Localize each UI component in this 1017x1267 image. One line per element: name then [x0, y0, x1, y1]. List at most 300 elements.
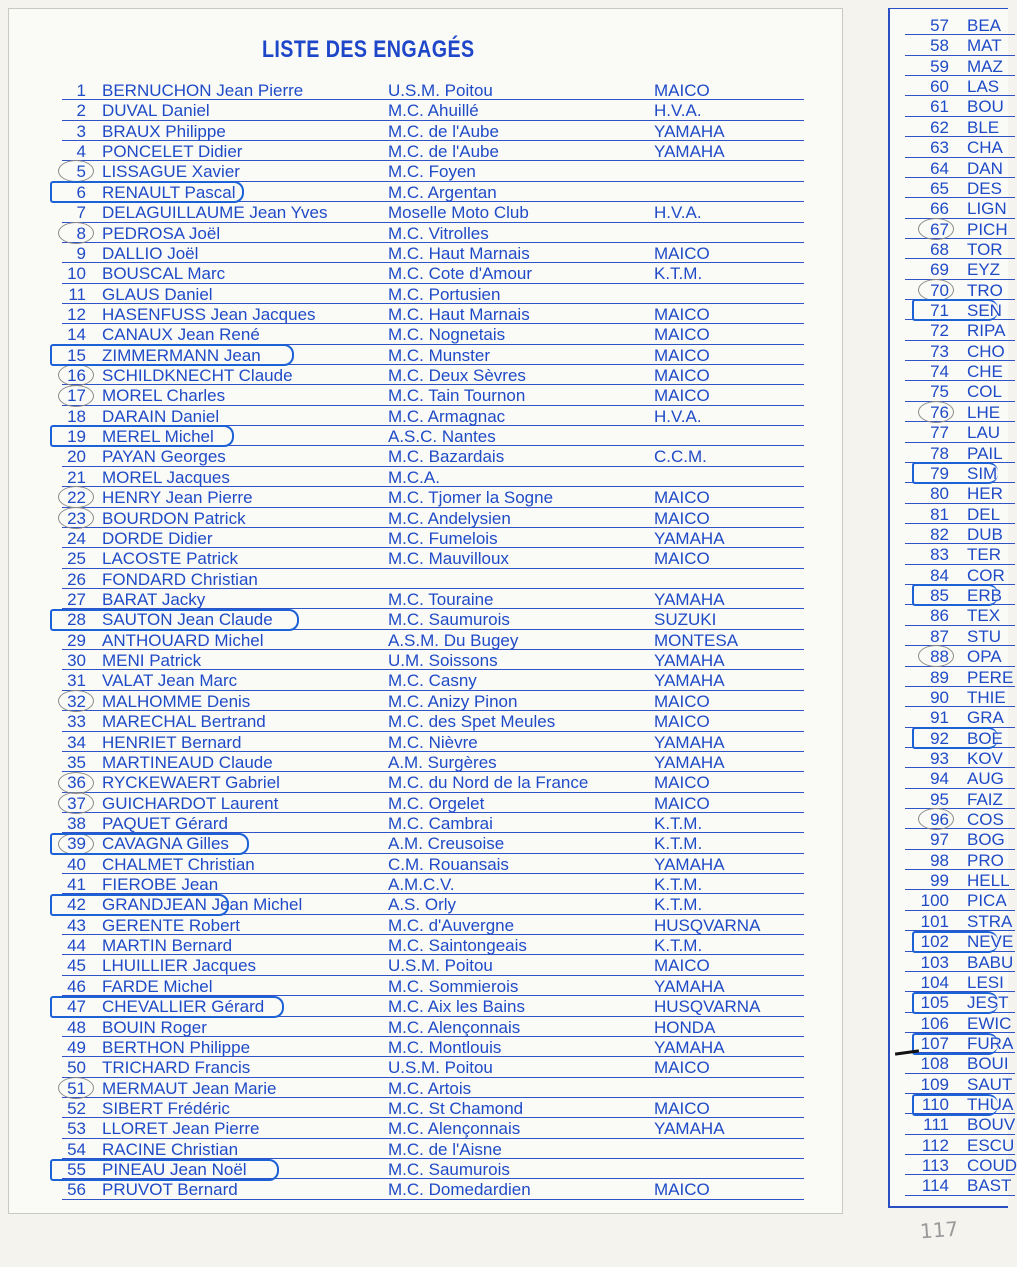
- motorcycle-brand: YAMAHA: [654, 142, 725, 162]
- table-row: [62, 548, 804, 568]
- motorcycle-brand: MONTESA: [654, 630, 739, 650]
- motorcycle-brand: MAICO: [654, 1098, 710, 1118]
- entry-number: 25: [67, 549, 86, 569]
- pencil-circle-mark: [918, 279, 954, 301]
- club-name: M.C. Vitrolles: [388, 223, 489, 243]
- marker-highlight-mark: [912, 462, 998, 484]
- entry-number: 34: [67, 732, 86, 752]
- entry-number: 58: [930, 36, 949, 56]
- entry-number: 65: [930, 178, 949, 198]
- entry-number: 73: [930, 341, 949, 361]
- motorcycle-brand: YAMAHA: [654, 1119, 725, 1139]
- entry-number: 90: [930, 687, 949, 707]
- club-name: M.C. Haut Marnais: [388, 304, 530, 324]
- club-name: U.S.M. Poitou: [388, 956, 493, 976]
- rider-name: CHE: [967, 362, 1003, 382]
- motorcycle-brand: YAMAHA: [654, 854, 725, 874]
- rider-name: CHALMET Christian: [102, 854, 255, 874]
- table-row: [62, 467, 804, 487]
- motorcycle-brand: SUZUKI: [654, 610, 717, 630]
- club-name: M.C. du Nord de la France: [388, 773, 589, 793]
- club-name: M.C. Cambrai: [388, 813, 493, 833]
- club-name: A.S.C. Nantes: [388, 427, 496, 447]
- marker-highlight-mark: [912, 299, 998, 321]
- entry-number: 32: [67, 691, 86, 711]
- rider-name: PRUVOT Bernard: [102, 1180, 238, 1200]
- entry-number: 108: [920, 1054, 949, 1074]
- entry-number: 114: [921, 1176, 949, 1196]
- table-row: [905, 707, 1015, 727]
- motorcycle-brand: YAMAHA: [654, 976, 725, 996]
- entry-number: 15: [67, 345, 86, 365]
- entry-number: 68: [930, 239, 949, 259]
- rider-name: BOU: [967, 97, 1004, 117]
- table-row: [62, 304, 804, 324]
- entry-number: 43: [67, 915, 86, 935]
- entry-number: 94: [930, 769, 949, 789]
- table-row: [905, 137, 1015, 157]
- rider-name: LHUILLIER Jacques: [102, 956, 257, 976]
- entry-number: 62: [930, 117, 949, 137]
- rider-name: MOREL Jacques: [102, 467, 230, 487]
- rider-name: BOG: [967, 830, 1005, 850]
- rider-name: DELAGUILLAUME Jean Yves: [102, 203, 328, 223]
- table-row: [62, 508, 804, 528]
- entry-number: 83: [930, 545, 949, 565]
- entry-number: 17: [67, 386, 86, 406]
- entry-number: 82: [930, 524, 949, 544]
- table-row: [905, 829, 1015, 849]
- table-row: [62, 161, 804, 181]
- table-row: [62, 1139, 804, 1159]
- table-row: [62, 670, 804, 690]
- entry-number: 57: [930, 16, 949, 35]
- entry-number: 23: [67, 508, 86, 528]
- rider-name: MARECHAL Bertrand: [102, 712, 266, 732]
- entry-number: 36: [67, 773, 86, 793]
- club-name: M.C. Tjomer la Sogne: [388, 488, 554, 508]
- table-row: [62, 691, 804, 711]
- entry-number: 33: [67, 712, 86, 732]
- motorcycle-brand: K.T.M.: [654, 834, 703, 854]
- club-name: M.C. Saumurois: [388, 610, 510, 630]
- entry-number: 67: [930, 219, 949, 239]
- entry-number: 98: [930, 850, 949, 870]
- rider-name: BABU: [967, 952, 1014, 972]
- table-row: [905, 1053, 1015, 1073]
- motorcycle-brand: MAICO: [654, 508, 710, 528]
- club-name: Moselle Moto Club: [388, 203, 529, 223]
- marker-highlight-mark: [50, 344, 294, 366]
- motorcycle-brand: MAICO: [654, 345, 710, 365]
- rider-name: ERB: [967, 586, 1002, 606]
- table-row: [62, 752, 804, 772]
- table-row: [905, 667, 1015, 687]
- entry-number: 21: [67, 467, 86, 487]
- rider-name: BOUV: [967, 1115, 1016, 1135]
- club-name: M.C. Cote d'Amour: [388, 264, 533, 284]
- club-name: A.M.C.V.: [388, 875, 455, 895]
- table-row: [905, 626, 1015, 646]
- entry-number: 76: [930, 402, 949, 422]
- entry-number: 1: [76, 81, 86, 100]
- rider-name: ZIMMERMANN Jean: [102, 345, 261, 365]
- rider-name: LESI: [967, 972, 1004, 992]
- table-row: [905, 178, 1015, 198]
- motorcycle-brand: MAICO: [654, 549, 710, 569]
- entry-number: 99: [930, 871, 949, 891]
- rider-name: CAVAGNA Gilles: [102, 834, 229, 854]
- rider-name: LISSAGUE Xavier: [102, 162, 240, 182]
- motorcycle-brand: YAMAHA: [654, 528, 725, 548]
- rider-name: PERE: [967, 667, 1014, 687]
- entry-number: 18: [67, 406, 86, 426]
- rider-name: COL: [967, 382, 1002, 402]
- entry-number: 27: [67, 589, 86, 609]
- entry-number: 84: [930, 565, 949, 585]
- rider-name: MAZ: [967, 56, 1003, 76]
- entry-number: 56: [67, 1180, 86, 1200]
- rider-name: HASENFUSS Jean Jacques: [102, 304, 316, 324]
- marker-highlight-mark: [50, 894, 229, 916]
- entry-number: 106: [920, 1013, 949, 1033]
- motorcycle-brand: K.T.M.: [654, 813, 703, 833]
- rider-name: BOURDON Patrick: [102, 508, 246, 528]
- rider-name: LIGN: [967, 199, 1007, 219]
- club-name: M.C. Haut Marnais: [388, 243, 530, 263]
- entry-number: 8: [76, 223, 86, 243]
- entry-number: 55: [67, 1160, 86, 1180]
- club-name: M.C. de l'Aisne: [388, 1139, 502, 1159]
- table-row: [905, 35, 1015, 55]
- rider-name: GERENTE Robert: [102, 915, 240, 935]
- rider-name: NEVE: [967, 932, 1014, 952]
- table-row: [62, 406, 804, 426]
- entry-number: 110: [921, 1095, 949, 1115]
- rider-name: PAYAN Georges: [102, 447, 226, 467]
- motorcycle-brand: MAICO: [654, 243, 710, 263]
- table-row: [905, 952, 1015, 972]
- entry-number: 26: [67, 569, 86, 589]
- rider-name: BOUSCAL Marc: [102, 264, 226, 284]
- entry-number: 69: [930, 260, 949, 280]
- club-name: M.C. Munster: [388, 345, 491, 365]
- rider-name: FURA: [967, 1033, 1014, 1053]
- rider-name: BRAUX Philippe: [102, 121, 226, 141]
- club-name: M.C. Nognetais: [388, 325, 506, 345]
- club-name: M.C. de l'Aube: [388, 121, 499, 141]
- club-name: M.C. Portusien: [388, 284, 501, 304]
- rider-name: THUA: [967, 1095, 1014, 1115]
- rider-name: KOV: [967, 748, 1003, 768]
- entry-number: 78: [930, 443, 949, 463]
- motorcycle-brand: MAICO: [654, 366, 710, 386]
- entry-number: 70: [930, 280, 949, 300]
- table-row: [62, 732, 804, 752]
- table-row: [905, 911, 1015, 931]
- entry-number: 41: [67, 875, 86, 895]
- table-row: [62, 80, 804, 100]
- table-row: [62, 589, 804, 609]
- rider-name: STU: [967, 626, 1001, 646]
- motorcycle-brand: YAMAHA: [654, 752, 725, 772]
- rider-name: FONDARD Christian: [102, 569, 258, 589]
- table-row: [62, 141, 804, 161]
- entry-number: 88: [930, 647, 949, 667]
- entry-number: 2: [76, 101, 86, 121]
- rider-name: BERTHON Philippe: [102, 1037, 251, 1057]
- club-name: M.C. Saintongeais: [388, 936, 527, 956]
- rider-name: RYCKEWAERT Gabriel: [102, 773, 280, 793]
- rider-name: MAT: [967, 36, 1002, 56]
- entry-number: 87: [930, 626, 949, 646]
- motorcycle-brand: HONDA: [654, 1017, 716, 1037]
- table-row: [62, 915, 804, 935]
- club-name: M.C. Artois: [388, 1078, 472, 1098]
- entry-number: 35: [67, 752, 86, 772]
- marker-highlight-mark: [50, 609, 299, 631]
- entry-number: 85: [930, 586, 949, 606]
- rider-name: AUG: [967, 769, 1004, 789]
- table-row: [62, 1179, 804, 1199]
- table-row: [905, 605, 1015, 625]
- pencil-circle-mark: [58, 222, 94, 244]
- table-row: [905, 259, 1015, 279]
- rider-name: MOREL Charles: [102, 386, 226, 406]
- rider-name: MARTIN Bernard: [102, 936, 233, 956]
- table-row: [905, 15, 1015, 35]
- marker-highlight-mark: [50, 181, 244, 203]
- club-name: M.C. Bazardais: [388, 447, 505, 467]
- entry-number: 101: [920, 911, 949, 931]
- rider-name: JEST: [967, 993, 1009, 1013]
- rider-name: BARAT Jacky: [102, 589, 206, 609]
- table-row: [62, 813, 804, 833]
- club-name: U.S.M. Poitou: [388, 81, 493, 100]
- table-row: [62, 569, 804, 589]
- rider-name: RACINE Christian: [102, 1139, 239, 1159]
- motorcycle-brand: MAICO: [654, 488, 710, 508]
- table-row: [905, 198, 1015, 218]
- rider-name: EWIC: [967, 1013, 1012, 1033]
- entry-number: 51: [67, 1078, 86, 1098]
- marker-highlight-mark: [912, 1094, 998, 1116]
- marker-highlight-mark: [912, 931, 998, 953]
- motorcycle-brand: YAMAHA: [654, 1037, 725, 1057]
- entries-table-left: [62, 80, 804, 1200]
- rider-name: PONCELET Didier: [102, 142, 243, 162]
- rider-name: PINEAU Jean Noël: [102, 1160, 247, 1180]
- club-name: M.C. Tain Tournon: [388, 386, 526, 406]
- rider-name: LAS: [967, 77, 1000, 97]
- entry-number: 40: [67, 854, 86, 874]
- table-row: [62, 976, 804, 996]
- table-row: [905, 320, 1015, 340]
- table-row: [62, 955, 804, 975]
- marker-highlight-mark: [912, 584, 998, 606]
- entry-number: 86: [930, 606, 949, 626]
- motorcycle-brand: YAMAHA: [654, 732, 725, 752]
- club-name: M.C. Aix les Bains: [388, 997, 525, 1017]
- rider-name: MALHOMME Denis: [102, 691, 251, 711]
- rider-name: PAQUET Gérard: [102, 813, 228, 833]
- rider-name: BOE: [967, 728, 1003, 748]
- club-name: M.C. Nièvre: [388, 732, 478, 752]
- rider-name: CANAUX Jean René: [102, 325, 260, 345]
- rider-name: ESCU: [967, 1135, 1015, 1155]
- entry-number: 80: [930, 484, 949, 504]
- entry-number: 14: [67, 325, 86, 345]
- rider-name: ANTHOUARD Michel: [102, 630, 264, 650]
- rider-name: LHE: [967, 402, 1001, 422]
- rider-name: GRA: [967, 708, 1004, 728]
- rider-name: LACOSTE Patrick: [102, 549, 239, 569]
- entry-number: 107: [920, 1033, 949, 1053]
- rider-name: GUICHARDOT Laurent: [102, 793, 279, 813]
- rider-name: PEDROSA Joël: [102, 223, 221, 243]
- motorcycle-brand: HUSQVARNA: [654, 997, 761, 1017]
- pencil-circle-mark: [58, 772, 94, 794]
- entry-number: 3: [76, 121, 86, 141]
- entry-number: 52: [67, 1098, 86, 1118]
- club-name: M.C. Orgelet: [388, 793, 485, 813]
- entry-number: 10: [67, 264, 86, 284]
- entry-number: 92: [930, 728, 949, 748]
- motorcycle-brand: MAICO: [654, 956, 710, 976]
- club-name: M.C. St Chamond: [388, 1098, 524, 1118]
- rider-name: SIM: [967, 463, 998, 483]
- entry-number: 60: [930, 77, 949, 97]
- table-row: [62, 711, 804, 731]
- rider-name: GLAUS Daniel: [102, 284, 213, 304]
- rider-name: BOUI: [967, 1054, 1009, 1074]
- table-row: [905, 1013, 1015, 1033]
- entry-number: 30: [67, 651, 86, 671]
- entry-number: 96: [930, 810, 949, 830]
- rider-name: RENAULT Pascal: [102, 182, 236, 202]
- rider-name: SIBERT Frédéric: [102, 1098, 230, 1118]
- club-name: A.S. Orly: [388, 895, 457, 915]
- club-name: M.C. Foyen: [388, 162, 476, 182]
- entry-number: 16: [67, 366, 86, 386]
- club-name: M.C. Montlouis: [388, 1037, 502, 1057]
- table-row: [62, 223, 804, 243]
- pencil-circle-mark: [58, 690, 94, 712]
- motorcycle-brand: K.T.M.: [654, 936, 703, 956]
- marker-highlight-mark: [50, 996, 284, 1018]
- motorcycle-brand: MAICO: [654, 1058, 710, 1078]
- rider-name: SAUTON Jean Claude: [102, 610, 273, 630]
- table-row: [905, 524, 1015, 544]
- marker-highlight-mark: [912, 1033, 998, 1055]
- table-row: [905, 361, 1015, 381]
- rider-name: EYZ: [967, 260, 1001, 280]
- rider-name: HER: [967, 484, 1003, 504]
- entry-number: 105: [920, 993, 949, 1013]
- rider-name: MEREL Michel: [102, 427, 214, 447]
- pencil-circle-mark: [58, 385, 94, 407]
- club-name: A.M. Surgères: [388, 752, 497, 772]
- entry-number: 77: [930, 423, 949, 443]
- entry-number: 46: [67, 976, 86, 996]
- entry-number: 24: [67, 528, 86, 548]
- entry-number: 38: [67, 813, 86, 833]
- motorcycle-brand: MAICO: [654, 1180, 710, 1200]
- table-row: [905, 56, 1015, 76]
- table-row: [905, 544, 1015, 564]
- motorcycle-brand: K.T.M.: [654, 264, 703, 284]
- table-row: [905, 565, 1015, 585]
- entry-number: 20: [67, 447, 86, 467]
- table-row: [62, 100, 804, 120]
- table-row: [62, 1098, 804, 1118]
- rider-name: DES: [967, 178, 1002, 198]
- motorcycle-brand: K.T.M.: [654, 875, 703, 895]
- rider-name: LAU: [967, 423, 1001, 443]
- table-row: [62, 772, 804, 792]
- table-row: [905, 504, 1015, 524]
- pencil-circle-mark: [58, 507, 94, 529]
- table-row: [62, 1037, 804, 1057]
- marker-highlight-mark: [50, 833, 249, 855]
- table-row: [905, 117, 1015, 137]
- rider-name: VALAT Jean Marc: [102, 671, 238, 691]
- motorcycle-brand: YAMAHA: [654, 589, 725, 609]
- entry-number: 9: [76, 243, 86, 263]
- entry-number: 103: [920, 952, 949, 972]
- entry-number: 100: [920, 891, 949, 911]
- rider-name: HELL: [967, 871, 1010, 891]
- club-name: U.M. Soissons: [388, 651, 498, 671]
- pencil-circle-mark: [58, 1077, 94, 1099]
- entry-number: 89: [930, 667, 949, 687]
- entry-number: 61: [930, 97, 949, 117]
- entry-number: 53: [67, 1119, 86, 1139]
- marker-highlight-mark: [912, 992, 998, 1014]
- table-row: [62, 1118, 804, 1138]
- entry-number: 4: [76, 142, 86, 162]
- rider-name: FIEROBE Jean: [102, 875, 219, 895]
- entry-number: 22: [67, 488, 86, 508]
- motorcycle-brand: HUSQVARNA: [654, 915, 761, 935]
- entry-number: 104: [920, 972, 949, 992]
- club-name: M.C. Argentan: [388, 182, 497, 202]
- table-row: [62, 1017, 804, 1037]
- entry-number: 28: [67, 610, 86, 630]
- rider-name: SAUT: [967, 1074, 1013, 1094]
- rider-name: PICH: [967, 219, 1008, 239]
- page-title: LISTE DES ENGAGÉS: [262, 36, 475, 63]
- table-row: [905, 422, 1015, 442]
- rider-name: COR: [967, 565, 1005, 585]
- motorcycle-brand: MAICO: [654, 386, 710, 406]
- table-row: [905, 1074, 1015, 1094]
- marker-highlight-mark: [50, 1159, 279, 1181]
- table-row: [905, 850, 1015, 870]
- club-name: M.C. des Spet Meules: [388, 712, 556, 732]
- marker-highlight-mark: [912, 727, 998, 749]
- rider-name: GRANDJEAN Jean Michel: [102, 895, 303, 915]
- rider-name: OPA: [967, 647, 1002, 667]
- entry-number: 102: [920, 932, 949, 952]
- motorcycle-brand: MAICO: [654, 81, 710, 100]
- rider-name: FAIZ: [967, 789, 1003, 809]
- pencil-circle-mark: [918, 218, 954, 240]
- table-row: [62, 243, 804, 263]
- rider-name: THIE: [967, 687, 1006, 707]
- club-name: M.C. d'Auvergne: [388, 915, 515, 935]
- pencil-circle-mark: [58, 792, 94, 814]
